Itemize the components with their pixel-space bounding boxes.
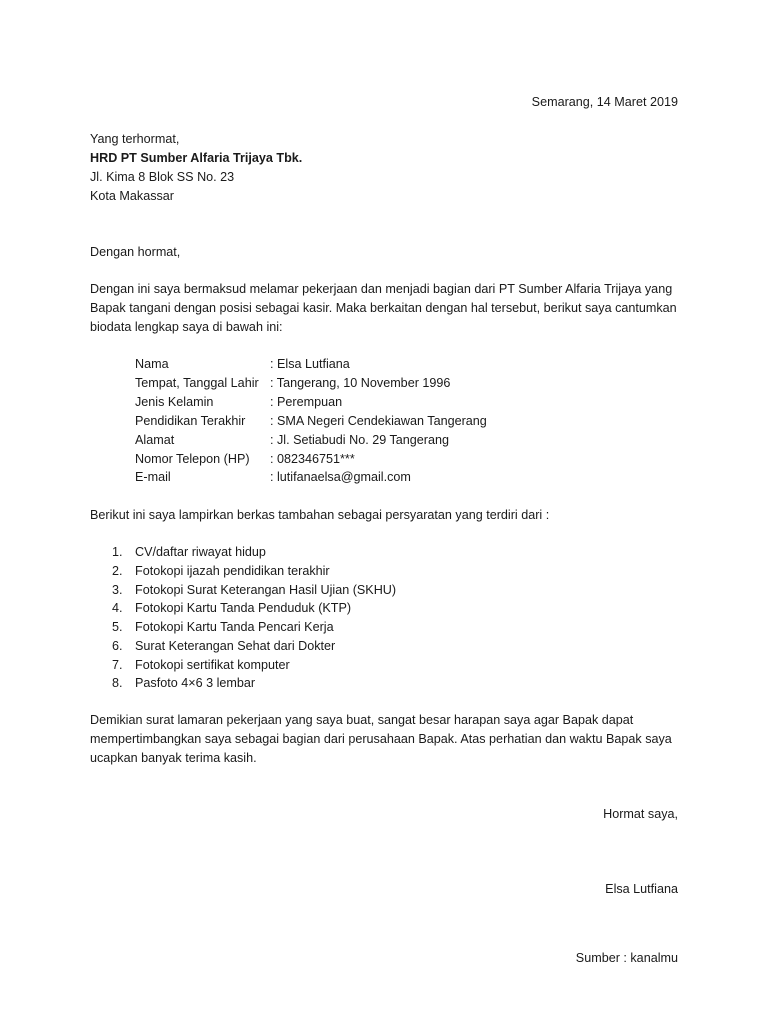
list-text: Fotokopi sertifikat komputer <box>135 658 290 672</box>
list-number: 3. <box>112 583 123 597</box>
list-number: 8. <box>112 676 123 690</box>
biodata-label: E-mail <box>135 470 171 484</box>
list-text: Fotokopi Surat Keterangan Hasil Ujian (SKHU) <box>135 583 397 597</box>
place-date: Semarang, 14 Maret 2019 <box>531 95 678 109</box>
biodata-value: : Tangerang, 10 November 1996 <box>270 376 451 390</box>
list-number: 4. <box>112 601 123 615</box>
biodata-value: : SMA Negeri Cendekiawan Tangerang <box>270 414 487 428</box>
list-text: Surat Keterangan Sehat dari Dokter <box>135 639 336 653</box>
intro-paragraph: Dengan ini saya bermaksud melamar pekerjaan dan menjadi bagian dari PT Sumber Alfaria Trijaya yang Bapak tangani dengan posisi sebagai kasir. Maka berkaitan dengan hal tersebut, berikut saya cantumkan biodata lengkap saya di bawah ini: <box>90 282 677 334</box>
list-text: Pasfoto 4×6 3 lembar <box>135 676 256 690</box>
closing-paragraph: Demikian surat lamaran pekerjaan yang saya buat, sangat besar harapan saya agar Bapak dapat mempertimbangkan saya sebagai bagian dari perusahaan Bapak. Atas perhatian dan waktu Bapak saya ucapkan banyak terima kasih. <box>90 713 672 765</box>
list-number: 2. <box>112 564 123 578</box>
sign-off: Hormat saya, <box>603 807 678 821</box>
recipient-city: Kota Makassar <box>90 189 174 203</box>
list-number: 6. <box>112 639 123 653</box>
recipient-company: HRD PT Sumber Alfaria Trijaya Tbk. <box>90 151 303 165</box>
biodata-label: Tempat, Tanggal Lahir <box>135 376 259 390</box>
greeting: Dengan hormat, <box>90 245 181 259</box>
recipient-address: Jl. Kima 8 Blok SS No. 23 <box>90 170 235 184</box>
list-text: Fotokopi Kartu Tanda Pencari Kerja <box>135 620 334 634</box>
list-text: Fotokopi Kartu Tanda Penduduk (KTP) <box>135 601 352 615</box>
biodata-label: Nomor Telepon (HP) <box>135 452 250 466</box>
biodata-label: Pendidikan Terakhir <box>135 414 246 428</box>
source-note: Sumber : kanalmu <box>575 951 678 965</box>
biodata-value: : Perempuan <box>270 395 343 409</box>
recipient-salutation: Yang terhormat, <box>90 132 180 146</box>
list-text: CV/daftar riwayat hidup <box>135 545 266 559</box>
list-number: 7. <box>112 658 123 672</box>
biodata-label: Alamat <box>135 433 175 447</box>
biodata-label: Jenis Kelamin <box>135 395 214 409</box>
list-text: Fotokopi ijazah pendidikan terakhir <box>135 564 330 578</box>
biodata-value: : 082346751*** <box>270 452 355 466</box>
biodata-value: : Jl. Setiabudi No. 29 Tangerang <box>270 433 449 447</box>
list-number: 5. <box>112 620 123 634</box>
biodata-label: Nama <box>135 357 169 371</box>
signer-name: Elsa Lutfiana <box>605 882 678 896</box>
attachments-intro: Berikut ini saya lampirkan berkas tambahan sebagai persyaratan yang terdiri dari : <box>90 508 550 522</box>
biodata-value: : Elsa Lutfiana <box>270 357 350 371</box>
list-number: 1. <box>112 545 123 559</box>
biodata-value: : lutifanaelsa@gmail.com <box>270 470 411 484</box>
